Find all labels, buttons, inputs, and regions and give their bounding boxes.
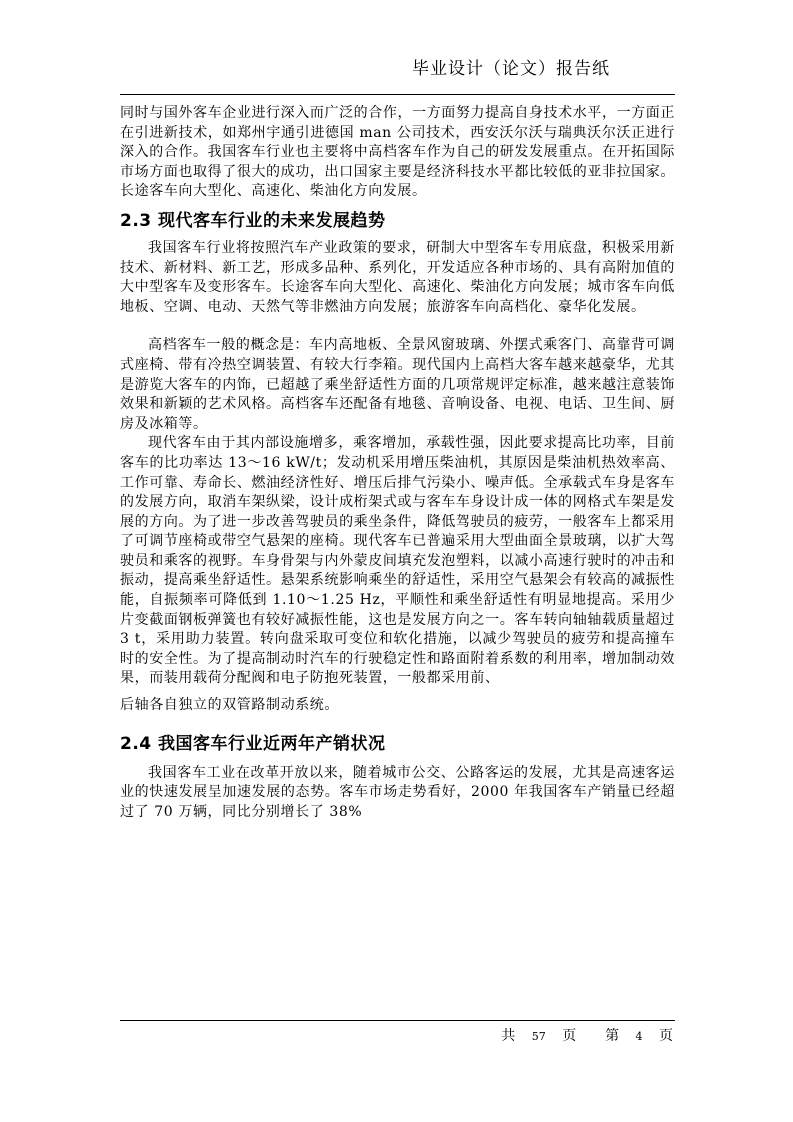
footer-total-pages: 57 — [531, 1030, 546, 1043]
section-2-3-paragraph-3: 现代客车由于其内部设施增多，乘客增加，承载性强，因此要求提高比功率，目前客车的比功率达 13～16 kW/t；发动机采用增压柴油机，其原因是柴油机热效率高、工作可靠、寿命长、燃油经济性好、增压后排气污染小、噪声低。全承载式车身是客车的发展方向，取消车架纵梁，设计成桁架式或与客车车身设计成一体的网格式车架是发展的方向。为了进一步改善驾驶员的乘坐条件，降低驾驶员的疲劳，一般客车上都采用了可调节座椅或带空气悬架的座椅。现代客车已普遍采用大型曲面全景玻璃，以扩大驾驶员和乘客的视野。车身骨架与内外蒙皮间填充发泡塑料，以减小高速行驶时的冲击和振动，提高乘坐舒适性。悬架系统影响乘坐的舒适性，采用空气悬架会有较高的减振性能，自振频率可降低到 1.10～1.25 Hz，平顺性和乘坐舒适性有明显地提高。采用少片变截面钢板弹簧也有较好减振性能，这也是发展方向之一。客车转向轴轴载质量超过 3 t，采用助力装置。转向盘采取可变位和软化措施，以减少驾驶员的疲劳和提高撞车时的安全性。为了提高制动时汽车的行驶稳定性和路面附着系数的利用率，增加制动效果，而装用载荷分配阀和电子防抱死装置，一般都采用前、 — [120, 435, 675, 687]
document-body — [120, 104, 675, 822]
section-2-3-paragraph-1: 我国客车行业将按照汽车产业政策的要求，研制大中型客车专用底盘，积极采用新技术、新材料、新工艺，形成多品种、系列化，开发适应各种市场的、具有高附加值的大中型客车及变形客车。长途客车向大型化、高速化、柴油化方向发展；城市客车向低地板、空调、电动、天然气等非燃油方向发展；旅游客车向高档化、豪华化发展。 — [120, 239, 675, 315]
footer-rule — [120, 1020, 675, 1021]
header-rule — [120, 94, 675, 95]
footer-total-suffix: 页 — [562, 1028, 577, 1044]
section-2-4-paragraph-1: 我国客车工业在改革开放以来，随着城市公交、公路客运的发展，尤其是高速客运业的快速发展呈加速发展的态势。客车市场走势看好，2000 年我国客车产销量已经超过了 70 万辆，同比分别增长了 38% — [120, 764, 675, 820]
section-2-3-paragraph-3-last-line: 后轴各自独立的双管路制动系统。 — [120, 697, 339, 714]
intro-paragraph: 同时与国外客车企业进行深入而广泛的合作，一方面努力提高自身技术水平，一方面正在引进新技术，如郑州宇通引进德国 man 公司技术，西安沃尔沃与瑞典沃尔沃正进行深入的合作。我国客车行业也主要将中高档客车作为自己的研发发展重点。在开拓国际市场方面也取得了很大的成功，出口国家主要是经济科技水平都比较低的亚非拉国家。长途客车向大型化、高速化、柴油化方向发展。 — [120, 105, 675, 200]
footer-page-number: 4 — [635, 1030, 643, 1043]
footer-page-prefix: 第 — [605, 1028, 620, 1044]
footer-page-suffix: 页 — [659, 1028, 673, 1044]
section-2-4-heading: 2.4 我国客车行业近两年产销状况 — [120, 733, 386, 754]
section-2-3-paragraph-2: 高档客车一般的概念是：车内高地板、全景风窗玻璃、外摆式乘客门、高靠背可调式座椅、带有冷热空调装置、有较大行李箱。现代国内上高档大客车越来越豪华，尤其是游览大客车的内饰，已超越了乘坐舒适性方面的几项常规评定标准，越来越注意装饰效果和新颖的艺术风格。高档客车还配备有地毯、音响设备、电视、电话、卫生间、厨房及冰箱等。 — [120, 337, 675, 432]
header-title: 毕业设计（论文）报告纸 — [412, 59, 610, 79]
footer-total-prefix: 共 — [501, 1028, 516, 1044]
section-2-3-heading: 2.3 现代客车行业的未来发展趋势 — [120, 210, 386, 231]
page-footer — [501, 1025, 673, 1045]
